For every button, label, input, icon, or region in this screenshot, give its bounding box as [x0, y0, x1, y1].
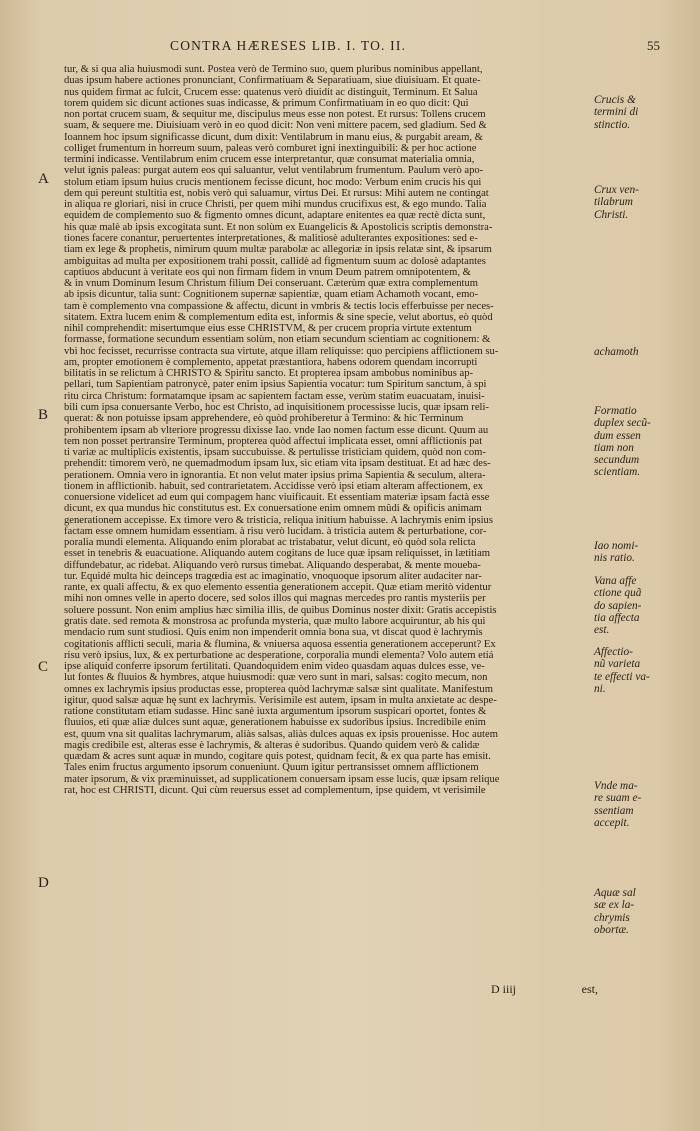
text-line: tur, & si qua alia huiusmodi sunt. Postea verò de Termino suo, quem pluribus nominibus appellant,: [64, 64, 483, 75]
text-line: risu verò ipsius, lux, & ex perturbatione ac desperatione, corporalia mundi elementa? Volo autem etiá: [64, 649, 494, 661]
text-line: diffundebatur, ac ridebat. Aliquando verò rursus timebat. Aliquando desperabat, & mente moueba-: [64, 559, 481, 571]
gloss-line: tia affecta: [594, 611, 640, 624]
text-line: est, quum vna sit qualitas lachrymarum, aliàs salsas, aliàs dulces aquas ex ipsis prouenisse. Hoc autem: [64, 728, 498, 740]
page-header: [60, 38, 660, 62]
text-line: tiones facere conantur, peruertentes interpretationes, & malitiosè adulterantes expositiones: sed e-: [64, 232, 478, 244]
gloss-line: termini di: [594, 106, 639, 119]
text-line: cogitationis afflicti seculi, maria & flumina, & vniuersa aquosa essentia generationem acceperunt? Ex: [64, 638, 496, 650]
text-line: ab ipsis dicuntur, talia sunt: Cognitionem supernæ sapientiæ, quam etiam Achamoth vocant, emo-: [64, 289, 479, 301]
gloss-line: ssentiam: [594, 804, 634, 817]
marginal-gloss: [594, 540, 698, 565]
gloss-line: sæ ex la-: [594, 899, 635, 912]
gloss-line: re suam e-: [594, 792, 642, 805]
marginal-gloss: [594, 780, 698, 829]
margin-letter: C: [38, 659, 49, 675]
gloss-line: dum essen: [594, 429, 641, 442]
gloss-line: do sapien-: [594, 599, 642, 612]
gloss-line: te effecti va-: [594, 670, 650, 683]
text-line: duas ipsum habere actiones pronunciant, Confirmatiuam & Separatiuam, siue diuisiuam. Et quate-: [64, 75, 481, 87]
marginal-gloss: [594, 887, 698, 936]
text-line: pellari, tum Sapientiam patronycè, pater enim ipsius Sapientia vocatur: tum Spiritum sanctum, à spi: [64, 379, 487, 391]
gloss-line: est.: [594, 624, 610, 637]
gloss-line: nis ratio.: [594, 552, 635, 565]
page-number: 55: [647, 38, 660, 53]
text-line: termini indicasse. Ventilabrum enim crucem esse interpretantur, quæ consumat materialia omnia,: [64, 154, 475, 166]
text-line: in aliqua re gloriari, nisi in cruce Christi, per quem mihi mundus crucifixus est, & ego mundo. Talia: [64, 199, 487, 211]
text-line: mendacio rum sunt studiosi. Quis enim non impenderit omnia bona sua, vt discat quod è lachrymis: [64, 627, 483, 639]
text-line: non portat crucem suam, & sequitur me, discipulus meus esse non potest. Et rursus: Tollens crucem: [64, 109, 486, 121]
body-text: [64, 64, 586, 796]
text-line: ti variæ ac multiplicis existentis, ipsam succubuisse. & pertulisse tristiciam quidem, quòd non com-: [64, 447, 486, 459]
gloss-line: Christi.: [594, 208, 629, 221]
text-line: poralia mundi elementa. Aliquando enim plorabat ac tristabatur, velut dicunt, eò quòd sola relicta: [64, 537, 476, 549]
text-line: bili cum ipsa conuersante Verbo, hoc est Christo, ad inquisitionem processisse lucis, quæ ipsam reli-: [64, 401, 489, 413]
text-line: vbi hoc fecisset, recurrisse contracta sua virtute, atque illam reliquisse: quo percipiens afflictionem su-: [64, 345, 499, 357]
text-line: fluuios, eti quæ aliæ dulces sunt aquæ, generationem habuisse ex sudoribus ipsius. Incredibile enim: [64, 717, 486, 729]
gloss-line: Iao nomi-: [594, 540, 639, 552]
text-line: perationem. Omnia vero in ignorantia. Et non velut mater ipsius prima Sapientia & seculum, altera-: [64, 469, 486, 481]
marginal-gloss: [594, 405, 698, 479]
text-line: dicunt, ex qua mundus hic constitutus est. Ex conuersatione enim omnem mûdi & opificis animam: [64, 503, 482, 515]
text-line: bilitatis in se relictum à CHRISTO & Spiritu sancto. Et propterea ipsam ambobus nominibus ap-: [64, 368, 474, 380]
text-line: torem quidem sic dicunt actiones suas indicasse, & primum Confirmatiuam in eo quo dicit: Qui: [64, 97, 469, 109]
text-line: dem qui pereunt stultitia est, nobis verò qui saluamur, virtus Dei. Et rursus: Mihi autem ne contingat: [64, 187, 489, 199]
text-line: velut ignis paleas: purgat autem eos qui saluantur, velut ventilabrum frumentum. Paulum verò apo-: [64, 165, 484, 177]
text-line: ratione constitutam etiam sudasse. Hinc sanè iuxta argumentum ipsorum suspicari oportet, fontes &: [64, 706, 487, 718]
margin-letter: A: [38, 171, 49, 187]
text-line: tem non posset pertransire Terminum, propterea quòd affectui implicata esset, omni afflictionis pat: [64, 435, 483, 447]
text-line: factam esse omnem humidam essentiam. à risu verò lucidam. à tristicia autem & perturbatione, cor-: [64, 525, 487, 537]
text-line: & in vnum Dominum Iesum Christum filium Dei conseruant. Cæterùm quæ extra complementum: [64, 278, 478, 290]
running-title: CONTRA HÆRESES LIB. I. TO. II.: [170, 38, 407, 53]
gloss-line: nũ varieta: [594, 658, 641, 671]
text-line: rante, ex quali affectu, & ex quo elemento essentia generationem accepit. Quæ etiam meritò videntur: [64, 582, 492, 594]
gloss-line: scientiam.: [594, 466, 641, 479]
text-line: igitur, quod salsæ aquæ hę sunt ex lachrymis. Verisimile est autem, ipsam in multa anxietate ac despe-: [64, 694, 497, 706]
margin-letter: D: [38, 875, 49, 891]
text-line: prehendit: timorem verò, ne quemadmodum ipsam lux, sic etiam vita ipsam destituat. Et ad hæc des-: [64, 458, 491, 470]
gloss-line: Formatio: [594, 405, 637, 417]
text-line: ambiguitas ad multa per expositionem trahi possit, callidè ad figmentum suum ac dolosè adaptantes: [64, 255, 486, 267]
gloss-line: Vnde ma-: [594, 780, 638, 792]
text-line: nus quidem firmat ac fulcit, Crucem esse: quatenus verò diuidit ac distinguit, Terminum. Et Salua: [64, 86, 478, 98]
text-line: quædam & acres sunt aquæ in mundo, cogitare quis potest, quidnam fecit, & ex qua parte has emisit.: [64, 751, 491, 763]
text-line: rat, hoc est CHRISTI, dicunt. Qui cùm reuersus esset ad complementum, ipse quidem, vt verisimile: [64, 785, 486, 796]
gloss-line: stinctio.: [594, 118, 631, 131]
text-line: stolum etiam ipsum huius crucis mentionem fecisse dicunt, hoc modo: Verbum enim crucis his qui: [64, 176, 482, 188]
gloss-line: tiam non: [594, 441, 634, 454]
signature-mark: D iiij: [491, 982, 517, 996]
text-line: mihi non omnes velle in aperto docere, sed solos illos qui magnas mercedes pro rantis mysteriis per: [64, 593, 486, 605]
gloss-line: Crux ven-: [594, 184, 639, 196]
gloss-line: tilabrum: [594, 196, 633, 209]
gloss-line: Aquæ sal: [594, 887, 636, 899]
gloss-line: secundum: [594, 454, 640, 467]
text-line: tam è complemento vna compassione & affectu, dicunt in vmbris & tectis locis efferbuisse per neces-: [64, 300, 494, 312]
marginal-gloss: [594, 184, 698, 221]
gloss-line: Affectio-: [594, 646, 633, 658]
margin-letter: B: [38, 407, 49, 423]
gloss-line: accepit.: [594, 816, 630, 829]
text-line: tionem in afflictionib. habuit, sed contrarietatem. Accidisse verò ipsi etiam alteram affectionem, ex: [64, 480, 484, 492]
text-line: mater ipsorum, & vix præminuisset, ad supplicationem conuersam ipsam esse lucis, quæ ipsam relique: [64, 773, 500, 785]
text-line: ritu circa Christum: formatamque ipsam ac sapientem factam esse, verùm statim euacuatam, inuisi-: [64, 390, 485, 402]
text-line: sitatem. Extra lucem enim & complementum edita est, informis & sine specie, velut abortus, eò quòd: [64, 311, 493, 323]
gloss-line: duplex secũ-: [594, 417, 651, 430]
gloss-line: achamoth: [594, 346, 639, 358]
text-line: generationem accepisse. Ex timore vero & tristicia, reliqua initium habuisse. A lachrymis enim ipsius: [64, 514, 493, 526]
text-line: suam, & sequere me. Diuisiuam verò in eo quod dicit: Non veni mittere pacem, sed gladium. Sed &: [64, 120, 487, 132]
marginal-gloss: [594, 346, 698, 358]
text-line: lut fontes & fluuios & hymbres, atque huiusmodi: quæ vero sunt in mari, salsas: cogito mecum, non: [64, 672, 488, 684]
page-footer: [64, 982, 598, 1002]
gloss-line: Crucis &: [594, 94, 636, 106]
text-line: prohibentem ipsam ab vlteriore progressu dixisse Iao. vnde Iao nomen factum esse dicunt. Quum au: [64, 424, 489, 436]
marginal-gloss: [594, 94, 698, 131]
text-line: tur. Equidé multa hic deinceps tragœdia est ac imaginatio, vnoquoque ipsorum aliter audaciter nar-: [64, 570, 482, 582]
marginal-gloss: [594, 575, 698, 636]
text-line: conuersione videlicet ad eum qui compagem hanc viuificauit. Et essentiam materiæ ipsam factà esse: [64, 492, 490, 504]
gloss-line: ctione quã: [594, 587, 642, 600]
text-line: Ioannem hoc ipsum significasse dicunt, dum dixit: Ventilabrum in manu eius, & purgabit aream, &: [64, 131, 483, 143]
text-line: magis credibile est, alteras esse è lachrymis, & alteras è sudoribus. Quando quidem verò & calidæ: [64, 739, 480, 751]
text-line: soluere possunt. Non enim amplius hæc similia illis, de quibus Dominus noster dixit: Gratis accepistis: [64, 604, 497, 616]
text-line: equidem de complemento suo & figmento omnes dicunt, adaptare enitentes ea quæ rectè dicta sunt,: [64, 210, 486, 222]
gloss-line: Vana affe: [594, 575, 637, 587]
text-line: formasse, formatione secundum essentiam solùm, non etiam secundum scientiam ac cognitionem: &: [64, 334, 491, 346]
text-line: Tales enim fructus argumento ipsorum conueniunt. Quum igitur pertransisset omnem afflictionem: [64, 762, 479, 774]
text-line: his quæ malè ab ipsis excogitata sunt. Et non solùm ex Euangelicis & Apostolicis scriptis demonstra-: [64, 221, 493, 233]
catchword: est,: [581, 982, 598, 996]
text-line: nihil comprehendit: misertumque eius esse CHRISTVM, & per crucem propria virtute extentum: [64, 323, 472, 335]
text-line: tiam ex lege & prophetis, nimirum quum multæ parabolæ ac allegoriæ in ipsis relatæ sint, & ipsarum: [64, 244, 492, 256]
gloss-line: ni.: [594, 682, 606, 695]
text-line: omnes ex lachrymis ipsius productas esse, propterea quòd lachrymæ salsæ sint qualitate. Manifestum: [64, 683, 493, 695]
text-line: gratis date. sed remota & monstrosa ac profunda mysteria, quæ multo labore acquiruntur, ab his qui: [64, 616, 486, 628]
text-line: captiuos abducunt à veritate eos qui non firmam fidem in vnum Deum patrem omnipotentem, &: [64, 266, 471, 278]
gloss-line: obortæ.: [594, 923, 629, 936]
text-line: querat: & non potuisse ipsam apprehendere, eò quòd prohiberetur à Termino: & hic Terminum: [64, 413, 464, 425]
text-line: am, propter emotionem è complemento, appetat præstantiora, habens odorem quendam incorrupti: [64, 356, 478, 368]
marginal-gloss: [594, 646, 698, 695]
text-line: ipse aliquid conferre ipsorum fertilitati. Quandoquidem enim video quasdam aquas dulces esse, ve-: [64, 661, 485, 673]
text-line: colliget frumentum in horreum suum, paleas verò comburet igni inextinguibili: & per hoc actione: [64, 142, 477, 154]
text-line: esset in tenebris & euacuatione. Aliquando autem cogitans de luce quæ ipsam reliquisset, in lætitiam: [64, 548, 491, 560]
gloss-line: chrymis: [594, 911, 630, 924]
